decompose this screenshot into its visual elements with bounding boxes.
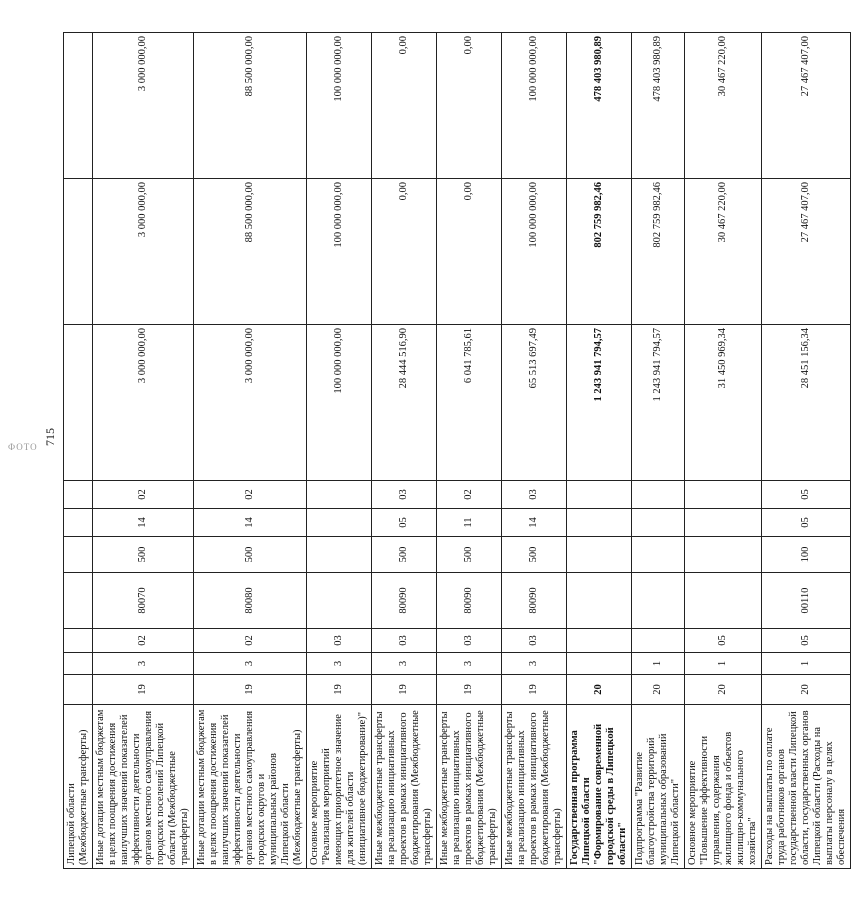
cell-direction: 80090: [372, 573, 437, 629]
table-row: [437, 33, 502, 869]
cell-subsection: [685, 481, 762, 509]
cell-direction: 00110: [762, 573, 851, 629]
cell-main-event: 05: [762, 629, 851, 653]
cell-sum-year3: 0,00: [437, 33, 502, 179]
cell-sum-year3: [64, 33, 93, 179]
cell-expense-type: 500: [437, 537, 502, 573]
cell-program: 19: [307, 675, 372, 705]
cell-subprogram: 1: [632, 653, 685, 675]
cell-subprogram: 3: [307, 653, 372, 675]
cell-main-event: 03: [502, 629, 567, 653]
cell-sum-year1: 3 000 000,00: [194, 325, 307, 481]
cell-section: [632, 509, 685, 537]
cell-subsection: 05: [762, 481, 851, 509]
cell-expense-type: 100: [762, 537, 851, 573]
cell-subsection: [307, 481, 372, 509]
cell-main-event: 03: [307, 629, 372, 653]
cell-subsection: 02: [93, 481, 194, 509]
cell-sum-year2: 27 467 407,00: [762, 179, 851, 325]
cell-sum-year1: 3 000 000,00: [93, 325, 194, 481]
cell-section: [685, 509, 762, 537]
cell-name: Иные межбюджетные трансферты на реализацию инициативных проектов в рамках инициативного бюджетирования (Межбюджетные трансферты): [372, 705, 437, 869]
cell-sum-year2: 100 000 000,00: [502, 179, 567, 325]
cell-section: [64, 509, 93, 537]
cell-name: Основное мероприятие "Повышение эффективности управления, содержания жилищного фонда и объектов жилищно-коммунального хозяйства": [685, 705, 762, 869]
cell-sum-year3: 3 000 000,00: [93, 33, 194, 179]
cell-name: Иные дотации местным бюджетам в целях поощрения достижения наилучших значений показателей эффективности деятельности органов местного самоуправления городских округов и муниципальных районов Липецкой области (Межбюджетные трансферты): [194, 705, 307, 869]
cell-program: 19: [93, 675, 194, 705]
cell-name: Подпрограмма "Развитие благоустройства территорий муниципальных образований Липецкой области": [632, 705, 685, 869]
cell-expense-type: [685, 537, 762, 573]
cell-sum-year2: 802 759 982,46: [567, 179, 632, 325]
cell-sum-year3: 478 403 980,89: [632, 33, 685, 179]
cell-section: 14: [194, 509, 307, 537]
cell-direction: 80090: [502, 573, 567, 629]
rotated-budget-table: [63, 33, 847, 869]
table-row: [93, 33, 194, 869]
cell-sum-year2: 100 000 000,00: [307, 179, 372, 325]
cell-expense-type: [307, 537, 372, 573]
cell-expense-type: 500: [194, 537, 307, 573]
cell-main-event: [567, 629, 632, 653]
cell-sum-year3: 88 500 000,00: [194, 33, 307, 179]
cell-main-event: 03: [372, 629, 437, 653]
cell-main-event: 02: [194, 629, 307, 653]
cell-sum-year3: 30 467 220,00: [685, 33, 762, 179]
cell-section: 05: [762, 509, 851, 537]
cell-main-event: [632, 629, 685, 653]
cell-section: 14: [502, 509, 567, 537]
table-row: [307, 33, 372, 869]
cell-direction: 80070: [93, 573, 194, 629]
cell-program: [64, 675, 93, 705]
page-number: 715: [43, 428, 57, 446]
cell-sum-year1: 100 000 000,00: [307, 325, 372, 481]
cell-sum-year2: [64, 179, 93, 325]
cell-section: 05: [372, 509, 437, 537]
cell-direction: 80080: [194, 573, 307, 629]
table-row: [762, 33, 851, 869]
cell-sum-year1: 28 444 516,90: [372, 325, 437, 481]
budget-table: [63, 32, 851, 869]
cell-program: 19: [194, 675, 307, 705]
cell-section: [567, 509, 632, 537]
cell-program: 20: [567, 675, 632, 705]
cell-name: Расходы на выплаты по оплате труда работников органов государственной власти Липецкой области, государственных органов Липецкой области (Расходы на выплаты персоналу в целях обеспечения: [762, 705, 851, 869]
budget-table-body: [64, 33, 851, 869]
cell-subprogram: 3: [502, 653, 567, 675]
cell-sum-year1: 65 513 697,49: [502, 325, 567, 481]
cell-sum-year3: 27 467 407,00: [762, 33, 851, 179]
cell-program: 20: [632, 675, 685, 705]
cell-sum-year1: 6 041 785,61: [437, 325, 502, 481]
cell-sum-year2: 0,00: [437, 179, 502, 325]
cell-sum-year2: 802 759 982,46: [632, 179, 685, 325]
cell-direction: [632, 573, 685, 629]
cell-subprogram: 1: [685, 653, 762, 675]
cell-subprogram: [64, 653, 93, 675]
cell-subsection: 02: [437, 481, 502, 509]
cell-section: 14: [93, 509, 194, 537]
cell-subsection: [64, 481, 93, 509]
cell-expense-type: [64, 537, 93, 573]
table-row: [632, 33, 685, 869]
cell-sum-year3: 100 000 000,00: [307, 33, 372, 179]
cell-name: Иные межбюджетные трансферты на реализацию инициативных проектов в рамках инициативного бюджетирования (Межбюджетные трансферты): [502, 705, 567, 869]
cell-main-event: [64, 629, 93, 653]
cell-subsection: [632, 481, 685, 509]
cell-sum-year2: 88 500 000,00: [194, 179, 307, 325]
cell-main-event: 05: [685, 629, 762, 653]
cell-sum-year1: 31 450 969,34: [685, 325, 762, 481]
cell-direction: [685, 573, 762, 629]
cell-sum-year1: 28 451 156,34: [762, 325, 851, 481]
cell-subsection: 03: [502, 481, 567, 509]
cell-name: Липецкой области (Межбюджетные трансферты): [64, 705, 93, 869]
cell-expense-type: [632, 537, 685, 573]
cell-direction: 80090: [437, 573, 502, 629]
cell-program: 20: [685, 675, 762, 705]
table-row: [194, 33, 307, 869]
cell-sum-year1: [64, 325, 93, 481]
cell-subprogram: 3: [93, 653, 194, 675]
cell-subprogram: [567, 653, 632, 675]
cell-subprogram: 3: [437, 653, 502, 675]
cell-name: Основное мероприятие "Реализация мероприятий имеющих приоритетное значение для жителей области (инициативное бюджетирование)": [307, 705, 372, 869]
cell-sum-year2: 30 467 220,00: [685, 179, 762, 325]
table-row: [502, 33, 567, 869]
cell-subsection: [567, 481, 632, 509]
table-row: [567, 33, 632, 869]
cell-main-event: 02: [93, 629, 194, 653]
cell-section: [307, 509, 372, 537]
cell-expense-type: 500: [372, 537, 437, 573]
photo-stamp: ФОТО: [8, 442, 38, 452]
cell-sum-year1: 1 243 941 794,57: [632, 325, 685, 481]
cell-name: Государственная программа Липецкой области "Формирование современной городской среды в Липецкой области": [567, 705, 632, 869]
cell-sum-year2: 0,00: [372, 179, 437, 325]
table-row: [64, 33, 93, 869]
cell-expense-type: 500: [93, 537, 194, 573]
cell-sum-year3: 478 403 980,89: [567, 33, 632, 179]
cell-name: Иные дотации местным бюджетам в целях поощрения достижения наилучших значений показателей эффективности деятельности органов местного самоуправления городских поселений Липецкой области (Межбюджетные трансферты): [93, 705, 194, 869]
cell-program: 19: [437, 675, 502, 705]
cell-expense-type: 500: [502, 537, 567, 573]
table-row: [685, 33, 762, 869]
cell-program: 20: [762, 675, 851, 705]
cell-subsection: 02: [194, 481, 307, 509]
cell-subprogram: 3: [372, 653, 437, 675]
cell-section: 11: [437, 509, 502, 537]
table-row: [372, 33, 437, 869]
cell-subsection: 03: [372, 481, 437, 509]
cell-direction: [64, 573, 93, 629]
cell-main-event: 03: [437, 629, 502, 653]
cell-direction: [307, 573, 372, 629]
cell-sum-year3: 0,00: [372, 33, 437, 179]
cell-subprogram: 3: [194, 653, 307, 675]
cell-sum-year2: 3 000 000,00: [93, 179, 194, 325]
cell-name: Иные межбюджетные трансферты на реализацию инициативных проектов в рамках инициативного бюджетирования (Межбюджетные трансферты): [437, 705, 502, 869]
cell-sum-year3: 100 000 000,00: [502, 33, 567, 179]
cell-expense-type: [567, 537, 632, 573]
cell-program: 19: [502, 675, 567, 705]
cell-subprogram: 1: [762, 653, 851, 675]
cell-sum-year1: 1 243 941 794,57: [567, 325, 632, 481]
cell-direction: [567, 573, 632, 629]
cell-program: 19: [372, 675, 437, 705]
